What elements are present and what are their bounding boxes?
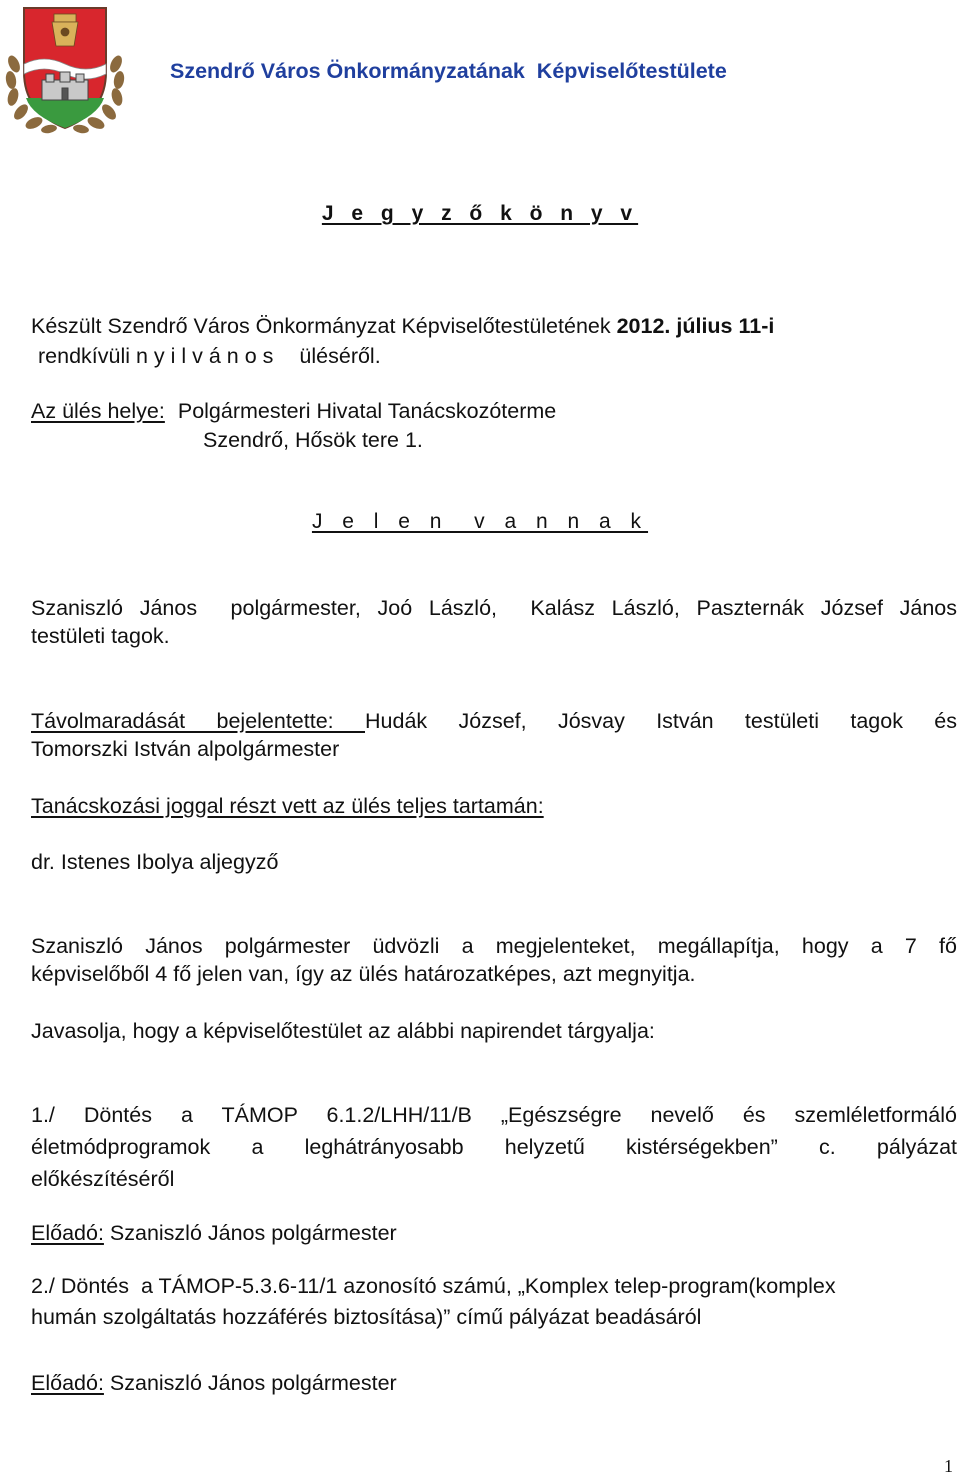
agenda-proposal: Javasolja, hogy a képviselőtestület az alábbi napirendet tárgyalja: bbox=[31, 1019, 655, 1043]
place-label: Az ülés helye: bbox=[31, 399, 165, 423]
document-title: J e g y z ő k ö n y v bbox=[321, 202, 639, 225]
advisory-label-line bbox=[31, 792, 957, 821]
meeting-suffix: üléséről. bbox=[299, 344, 381, 368]
opening-line-2: képviselőből 4 fő jelen van, így az ülés határozatképes, azt megnyitja. bbox=[31, 962, 696, 986]
presenter-value: Szaniszló János polgármester bbox=[103, 1371, 397, 1395]
absent-text-1: Hudák József, Jósvay István testületi tagok és bbox=[365, 709, 958, 733]
page-number: 1 bbox=[944, 1456, 953, 1476]
place-line-1 bbox=[31, 397, 957, 426]
presenter-2 bbox=[31, 1369, 957, 1398]
present-line-1: Szaniszló János polgármester, Joó László, Kalász László, Paszternák József János bbox=[31, 596, 957, 620]
place-value-1: Polgármesteri Hivatal Tanácskozóterme bbox=[177, 399, 557, 423]
absent-line-1 bbox=[31, 707, 957, 736]
opening-line-1: Szaniszló János polgármester üdvözli a megjelenteket, megállapítja, hogy a 7 fő bbox=[31, 934, 957, 958]
meeting-date: 2012. július 11-i bbox=[616, 314, 775, 338]
agenda-item-2-line-2: humán szolgáltatás hozzáférés biztosítása)” című pályázat beadásáról bbox=[31, 1305, 702, 1329]
presenter-value: Szaniszló János polgármester bbox=[103, 1221, 397, 1245]
agenda-item-1-line-2: életmódprogramok a leghátrányosabb helyzetű kistérségekben” c. pályázat bbox=[31, 1135, 957, 1159]
absent-label: Távolmaradását bejelentette: bbox=[31, 709, 365, 733]
presenter-label: Előadó: bbox=[31, 1371, 104, 1395]
advisory-label: Tanácskozási joggal részt vett az ülés teljes tartamán: bbox=[31, 794, 544, 818]
intro-line-2 bbox=[38, 342, 960, 371]
organization-title: Szendrő Város Önkormányzatának Képviselőtestülete bbox=[170, 59, 727, 83]
intro-line-1 bbox=[31, 312, 957, 341]
coat-of-arms-logo bbox=[2, 2, 128, 136]
absent-line-2: Tomorszki István alpolgármester bbox=[31, 737, 340, 761]
meeting-type: rendkívüli n y i l v á n o s bbox=[38, 344, 274, 368]
intro-text: Készült Szendrő Város Önkormányzat Képviselőtestületének bbox=[31, 314, 617, 338]
agenda-item-1-line-1: 1./ Döntés a TÁMOP 6.1.2/LHH/11/B „Egészségre nevelő és szemléletformáló bbox=[31, 1103, 957, 1127]
present-title: J e l e n v a n n a k bbox=[311, 510, 649, 533]
agenda-item-1-line-3: előkészítéséről bbox=[31, 1167, 175, 1191]
presenter-label: Előadó: bbox=[31, 1221, 104, 1245]
present-line-2: testületi tagok. bbox=[31, 624, 170, 648]
advisory-person: dr. Istenes Ibolya aljegyző bbox=[31, 850, 279, 874]
place-line-2: Szendrő, Hősök tere 1. bbox=[203, 428, 423, 452]
presenter-1 bbox=[31, 1219, 957, 1248]
agenda-item-2-line-1: 2./ Döntés a TÁMOP-5.3.6-11/1 azonosító számú, „Komplex telep-program(komplex bbox=[31, 1274, 836, 1298]
